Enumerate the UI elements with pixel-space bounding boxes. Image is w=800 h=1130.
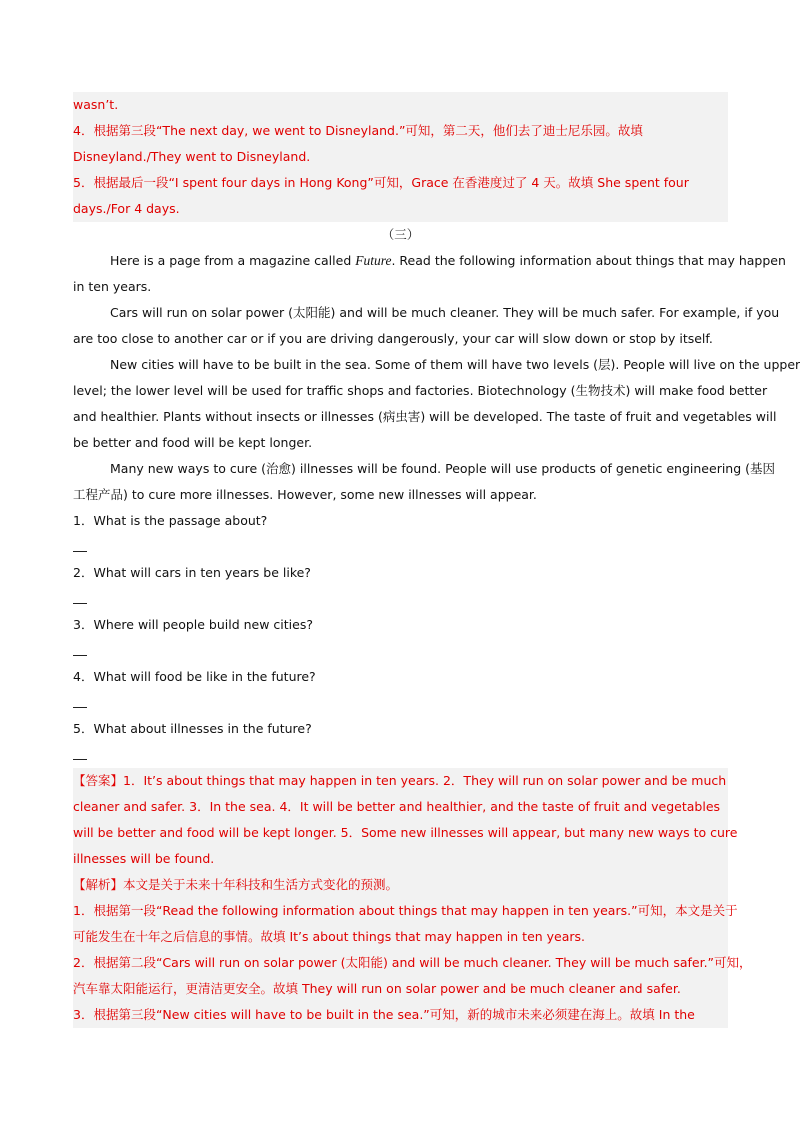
previous-answer-line: Disneyland./They went to Disneyland.: [73, 149, 311, 164]
analysis-line: 3．根据第三段“New cities will have to be built in the sea.”可知，新的城市未来必须建在海上。故填 In the: [73, 1007, 695, 1022]
previous-answer-box: [73, 92, 728, 222]
document-page: [73, 92, 800, 1028]
magazine-title: Future: [355, 253, 392, 268]
previous-answer-line: 4．根据第三段“The next day, we went to Disneyland.”可知，第二天，他们去了迪士尼乐园。故填: [73, 123, 643, 138]
answer-blank[interactable]: [73, 742, 728, 768]
analysis-line: 【解析】本文是关于未来十年科技和生活方式变化的预测。: [73, 877, 399, 892]
previous-answer-line: days./For 4 days.: [73, 201, 180, 216]
passage-line: 工程产品) to cure more illnesses. However, some new illnesses will appear.: [73, 487, 537, 502]
analysis-line: 1．根据第一段“Read the following information about things that may happen in ten years.”可知，本文是关于: [73, 903, 738, 918]
answer-blank[interactable]: [73, 586, 728, 612]
section-title: （三）: [381, 227, 420, 242]
answer-blank[interactable]: [73, 534, 728, 560]
answer-analysis-box: [73, 768, 752, 1028]
answer-blank[interactable]: [73, 690, 728, 716]
analysis-line: 可能发生在十年之后信息的事情。故填 It’s about things that may happen in ten years.: [73, 929, 586, 944]
answer-line: cleaner and safer. 3．In the sea. 4．It will be better and healthier, and the taste of fruit and vegetables: [73, 799, 721, 814]
question-item: 5．What about illnesses in the future?: [73, 721, 312, 736]
passage-line: Cars will run on solar power (太阳能) and will be much cleaner. They will be much safer. For example, if you: [110, 305, 780, 320]
answer-line: illnesses will be found.: [73, 851, 215, 866]
previous-answer-line: 5．根据最后一段“I spent four days in Hong Kong”可知，Grace 在香港度过了 4 天。故填 She spent four: [73, 175, 689, 190]
passage-line: are too close to another car or if you are driving dangerously, your car will slow down or stop by itself.: [73, 331, 713, 346]
passage-line: in ten years.: [73, 279, 152, 294]
passage-line: level; the lower level will be used for traffic shops and factories. Biotechnology (生物技术) will make food better: [73, 383, 768, 398]
passage-line: be better and food will be kept longer.: [73, 435, 313, 450]
passage-line: New cities will have to be built in the sea. Some of them will have two levels (层). People will live on the upper: [110, 357, 800, 372]
passage-line: Many new ways to cure (治愈) illnesses will be found. People will use products of genetic engineering (基因: [110, 461, 776, 476]
question-item: 2．What will cars in ten years be like?: [73, 565, 311, 580]
intro-text-before: Here is a page from a magazine called: [110, 253, 356, 268]
answer-line: 【答案】1．It’s about things that may happen in ten years. 2．They will run on solar power and be much: [73, 773, 727, 788]
intro-text-after: . Read the following information about things that may happen: [391, 253, 786, 268]
passage-intro-line: [73, 248, 786, 274]
question-item: 3．Where will people build new cities?: [73, 617, 313, 632]
passage-line: and healthier. Plants without insects or illnesses (病虫害) will be developed. The taste of fruit and vegetables will: [73, 409, 777, 424]
answer-blank[interactable]: [73, 638, 728, 664]
question-list: [73, 508, 728, 768]
analysis-line: 2．根据第二段“Cars will run on solar power (太阳能) and will be much cleaner. They will be much safer.”可知，: [73, 955, 752, 970]
analysis-line: 汽车靠太阳能运行，更清洁更安全。故填 They will run on solar power and be much cleaner and safer.: [73, 981, 681, 996]
question-item: 4．What will food be like in the future?: [73, 669, 316, 684]
previous-answer-line: wasn’t.: [73, 97, 119, 112]
answer-line: will be better and food will be kept longer. 5．Some new illnesses will appear, but many new ways to cure: [73, 825, 738, 840]
question-item: 1．What is the passage about?: [73, 513, 268, 528]
reading-passage: [73, 248, 800, 508]
